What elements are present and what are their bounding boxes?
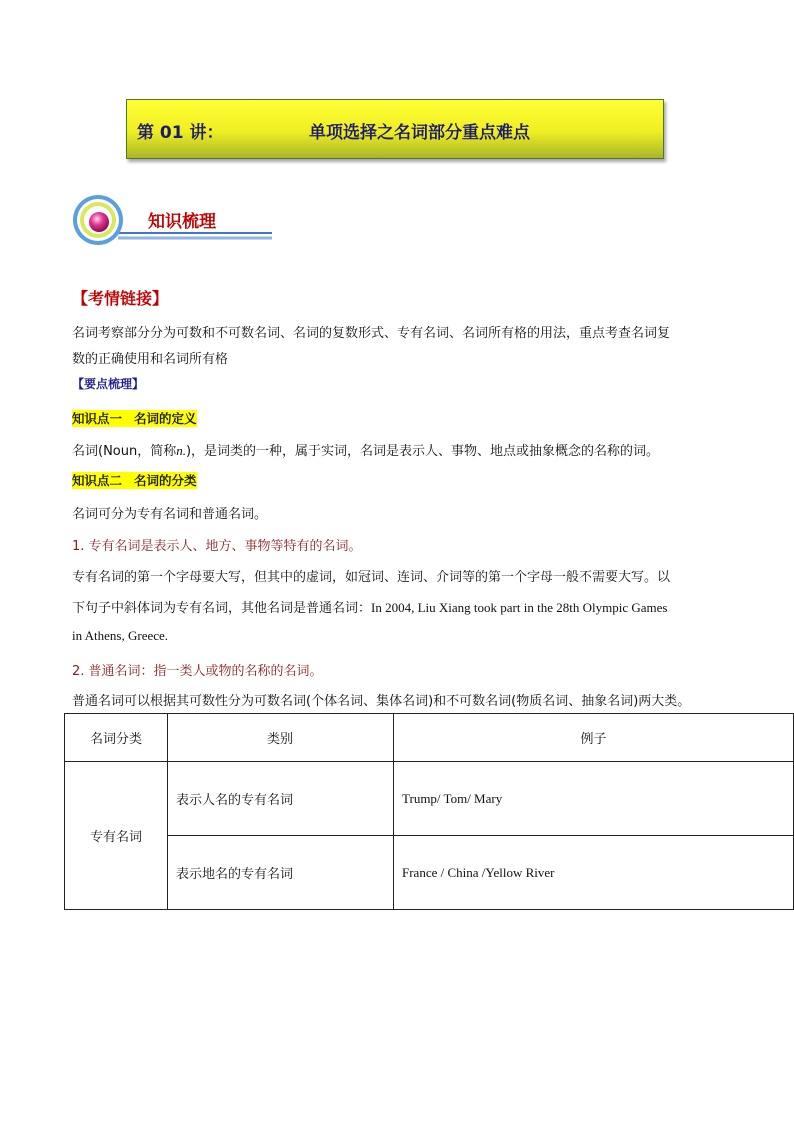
- proper-noun-line1: 专有名词的第一个字母要大写，但其中的虚词，如冠词、连词、介词等的第一个字母一般不需要大写。以: [72, 570, 671, 585]
- header-category: 名词分类: [65, 714, 168, 762]
- section-title: 知识梳理: [148, 212, 216, 232]
- category-cell: 专有名词: [65, 762, 168, 910]
- def-abbr: n.: [176, 443, 186, 458]
- section-header: [70, 193, 275, 248]
- point2-intro: 名词可分为专有名词和普通名词。: [72, 507, 268, 522]
- point1-heading: [72, 408, 197, 427]
- proper-noun-line2: [72, 597, 667, 616]
- lesson-number: 第 01 讲：: [137, 123, 224, 143]
- type-cell: 表示人名的专有名词: [168, 762, 394, 836]
- common-noun-title: 2. 普通名词：指一类人或物的名称的名词。: [72, 664, 323, 679]
- def-suffix: )，是词类的一种，属于实词，名词是表示人、事物、地点或抽象概念的名称的词。: [185, 444, 660, 459]
- lesson-title: 单项选择之名词部分重点难点: [309, 123, 530, 143]
- proper-noun-line2-en: In 2004, Liu Xiang took part in the 28th Olympic Games: [371, 600, 668, 615]
- point2-heading: [72, 470, 197, 489]
- proper-noun-title: 1. 专有名词是表示人、地方、事物等特有的名词。: [72, 539, 362, 554]
- proper-noun-line3: in Athens, Greece.: [72, 628, 169, 643]
- point2-title: 名词的分类: [134, 473, 197, 488]
- common-noun-line1: 普通名词可以根据其可数性分为可数名词(个体名词、集体名词)和不可数名词(物质名词、抽象名词)两大类。: [72, 694, 691, 709]
- table-row: [65, 836, 794, 910]
- key-points-heading: 【要点梳理】: [72, 377, 145, 391]
- point2-label: 知识点二: [72, 473, 123, 488]
- point1-definition: [72, 440, 659, 459]
- exam-link-text-line1: 名词考察部分分为可数和不可数名词、名词的复数形式、专有名词、名词所有格的用法，重点考查名词复: [72, 326, 671, 341]
- def-prefix: 名词(Noun，简称: [72, 444, 177, 459]
- header-example: 例子: [394, 714, 794, 762]
- exam-link-text-line2: 数的正确使用和名词所有格: [72, 352, 229, 367]
- point1-label: 知识点一: [72, 411, 123, 426]
- exam-link-heading: 【考情链接】: [72, 289, 169, 308]
- table-row: [65, 762, 794, 836]
- lesson-title-banner: [126, 99, 664, 159]
- type-cell: 表示地名的专有名词: [168, 836, 394, 910]
- header-type: 类别: [168, 714, 394, 762]
- point1-title: 名词的定义: [134, 411, 197, 426]
- noun-classification-table: [64, 713, 794, 910]
- example-cell: Trump/ Tom/ Mary: [394, 762, 794, 836]
- table-header-row: [65, 714, 794, 762]
- proper-noun-line2-cn: 下句子中斜体词为专有名词，其他名词是普通名词：: [72, 601, 372, 616]
- example-cell: France / China /Yellow River: [394, 836, 794, 910]
